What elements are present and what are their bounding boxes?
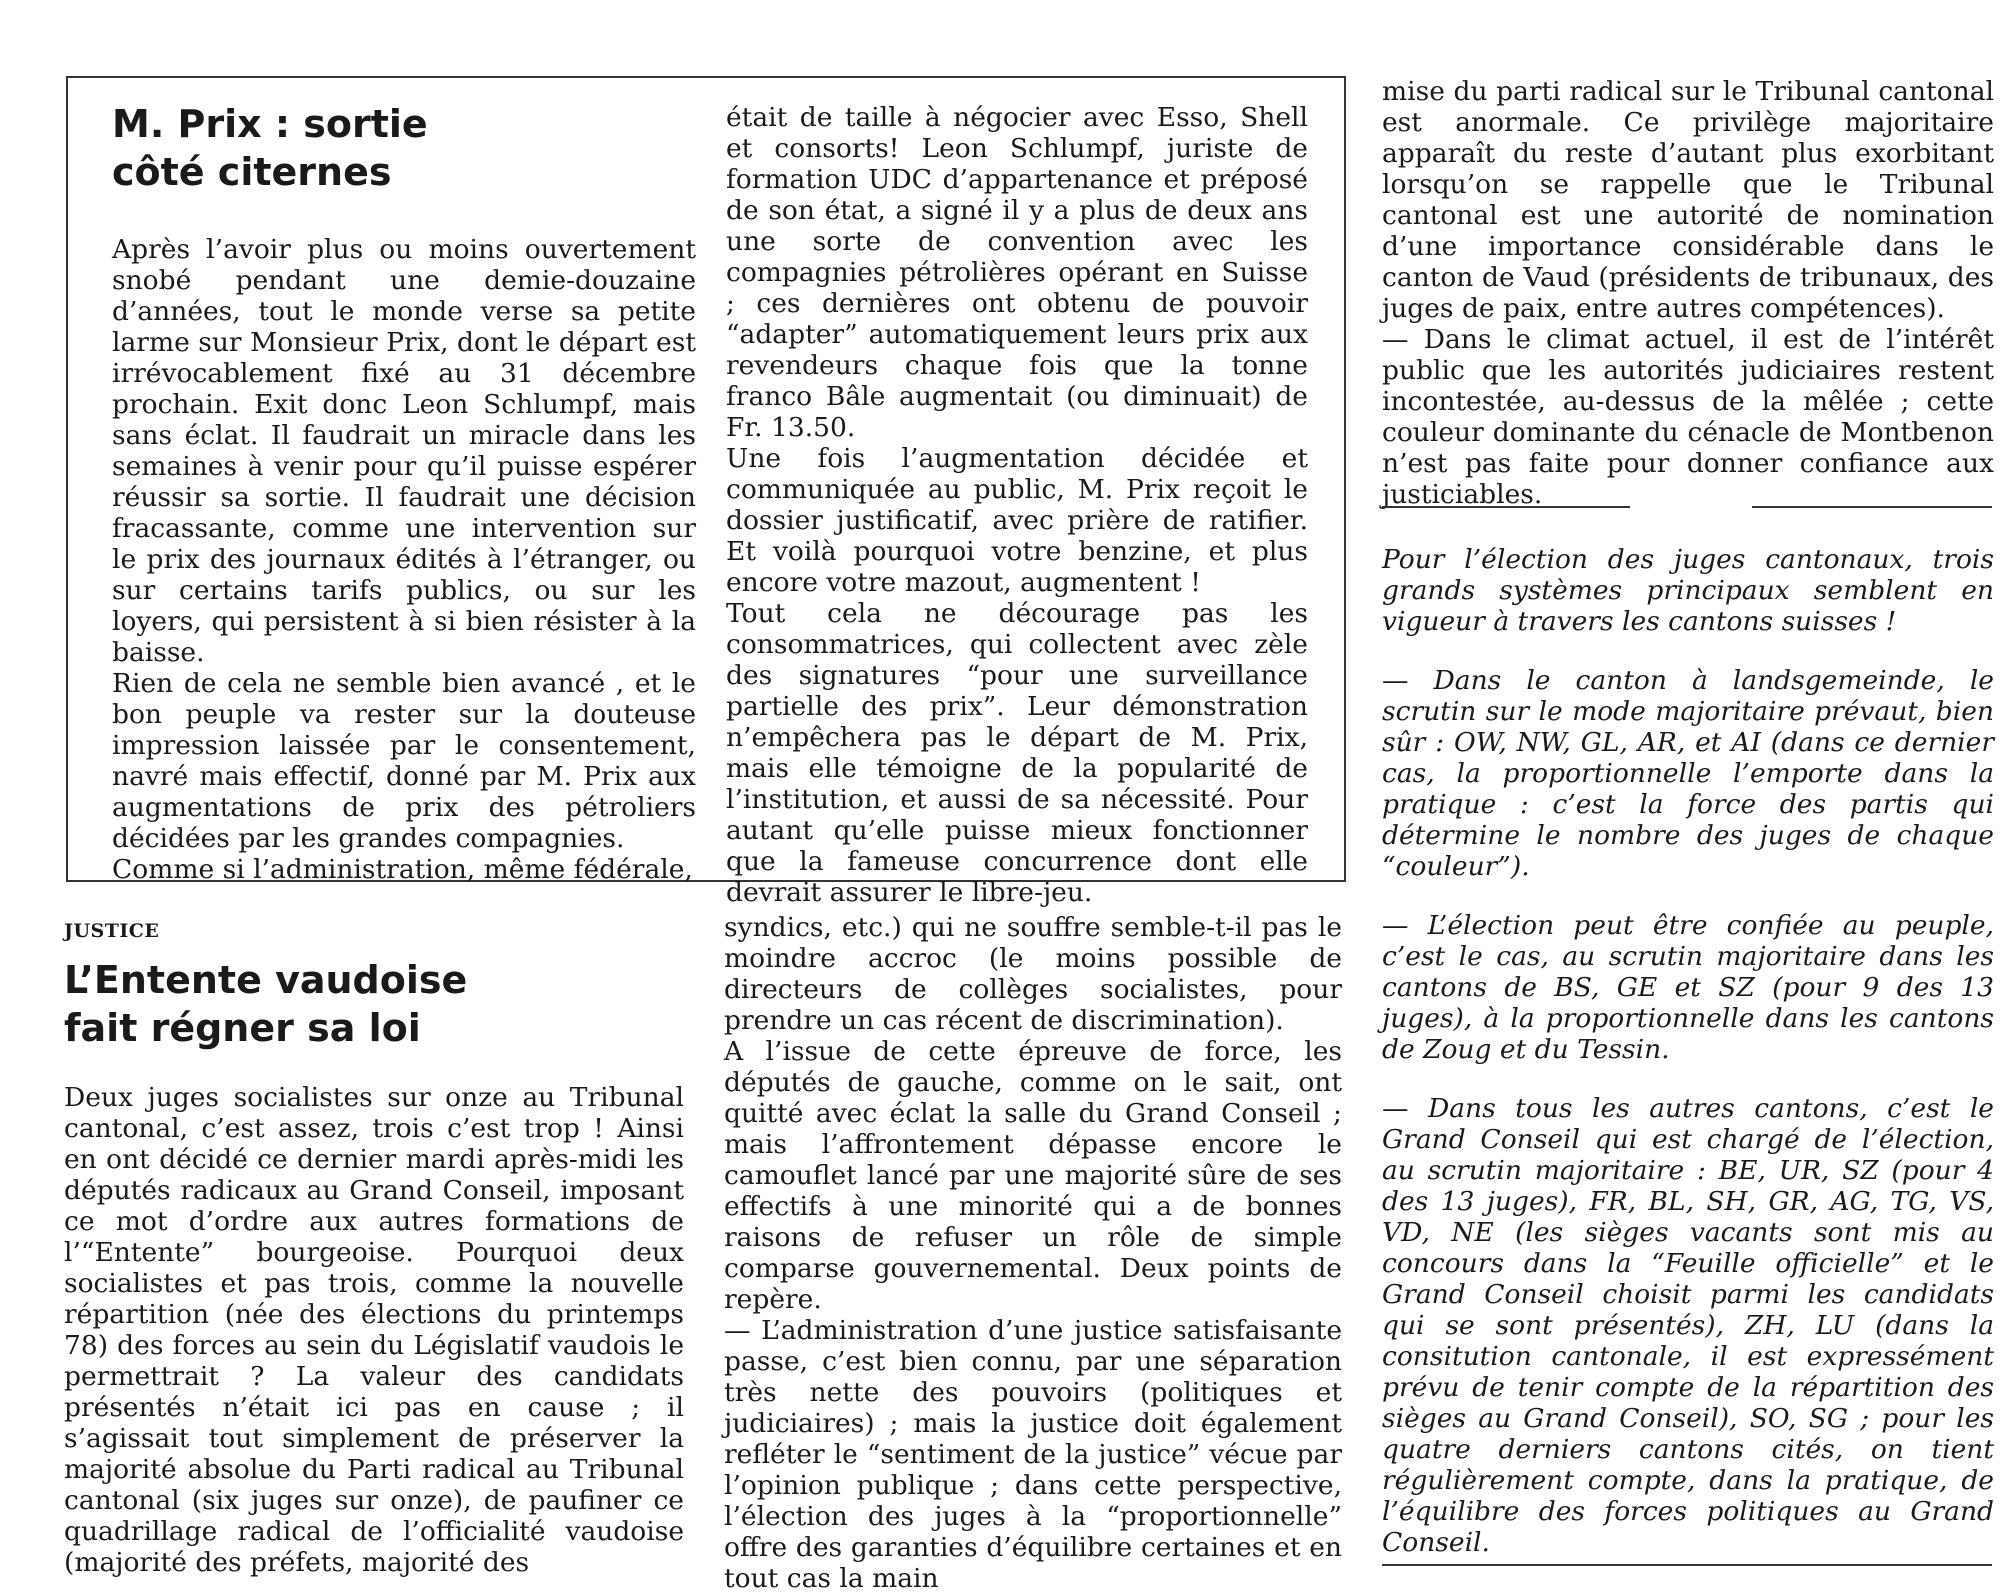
sidebar-election-judges <box>1382 544 1994 1558</box>
article2-paragraph: Deux juges socialistes sur onze au Tribunal cantonal, c’est assez, trois c’est trop ! Ainsi en ont décidé ce dernier mardi après-midi les députés radicaux au Grand Conseil, imposant ce mot d’ordre aux autres formations de l’“Entente” bourgeoise. Pourquoi deux socialistes et pas trois, comme la nouvelle répartition (née des élections du printemps 78) des forces au sein du Législatif vaudois le permettrait ? La valeur des candidats présentés n’était ici pas en cause ; il s’agissait tout simplement de préserver la majorité absolue du Parti radical au Tribunal cantonal (six juges sur onze), de paufiner ce quadrillage radical de l’officialité vaudoise (majorité des préfets, majorité des <box>64 1082 684 1578</box>
article2-paragraph: mise du parti radical sur le Tribunal cantonal est anormale. Ce privilège majoritaire apparaît du reste d’autant plus exorbitant lorsqu’on se rappelle que le Tribunal cantonal est une autorité de nomination d’une importance considérable dans le canton de Vaud (présidents de tribunaux, des juges de paix, entre autres compétences). <box>1382 76 1994 324</box>
article2-paragraph: syndics, etc.) qui ne souffre semble-t-il pas le moindre accroc (le moins possible de directeurs de collèges socialistes, pour prendre un cas récent de discrimination). <box>724 912 1342 1036</box>
article1-paragraph: Comme si l’administration, même fédérale, <box>112 854 693 885</box>
article1-title-line-2: côté citernes <box>112 150 392 194</box>
article2-paragraph: — Dans le climat actuel, il est de l’intérêt public que les autorités judiciaires restent incontestée, au-dessus de la mêlée ; cette couleur dominante du cénacle de Montbenon n’est pas faite pour donner confiance aux justiciables. <box>1382 324 1994 510</box>
sidebar-paragraph: — Dans le canton à landsgemeinde, le scrutin sur le mode majoritaire prévaut, bien sûr : OW, NW, GL, AR, et AI (dans ce dernier cas, la proportionnelle l’emporte dans la pratique : c’est la force des partis qui détermine le nombre des juges de chaque “couleur”). <box>1382 665 1994 882</box>
article1-title-line-1: M. Prix : sortie <box>112 102 428 146</box>
article1-paragraph: Une fois l’augmentation décidée et communiquée au public, M. Prix reçoit le dossier justificatif, avec prière de ratifier. Et voilà pourquoi votre benzine, et plus encore votre mazout, augmentent ! <box>726 443 1308 598</box>
sidebar-paragraph: — Dans tous les autres cantons, c’est le Grand Conseil qui est chargé de l’élection, au scrutin majoritaire : BE, UR, SZ (pour 4 des 13 juges), FR, BL, SH, GR, AG, TG, VS, VD, NE (les sièges vacants sont mis au concours dans la “Feuille officielle” et le Grand Conseil choisit parmi les candidats qui se sont présentés), ZH, LU (dans la consitution cantonale, il est expressément prévu de tenir compte de la répartition des sièges au Grand Conseil), SO, SG ; pour les quatre derniers cantons cités, on tient régulièrement compte, dans la pratique, de l’équilibre des forces politiques au Grand Conseil. <box>1382 1093 1994 1558</box>
article2-paragraph: — L’administration d’une justice satisfaisante passe, c’est bien connu, par une séparation très nette des pouvoirs (politiques et judiciaires) ; mais la justice doit également refléter le “sentiment de la justice” vécue par l’opinion publique ; dans cette perspective, l’élection des juges à la “proportionnelle” offre des garanties d’équilibre certaines et en tout cas la main <box>724 1315 1342 1594</box>
article1-paragraph: était de taille à négocier avec Esso, Shell et consorts! Leon Schlumpf, juriste de formation UDC d’appartenance et préposé de son état, a signé il y a plus de deux ans une sorte de convention avec les compagnies pétrolières opérant en Suisse ; ces dernières ont obtenu de pouvoir “adapter” automatiquement leurs prix aux revendeurs chaque fois que la tonne franco Bâle augmentait (ou diminuait) de Fr. 13.50. <box>726 102 1308 443</box>
article1-paragraph: Tout cela ne décourage pas les consommatrices, qui collectent avec zèle des signatures “pour une surveillance partielle des prix”. Leur démonstration n’empêchera pas le départ de M. Prix, mais elle témoigne de la popularité de l’institution, et aussi de sa nécessité. Pour autant qu’elle puisse mieux fonctionner que la fameuse concurrence dont elle devrait assurer le libre-jeu. <box>726 598 1308 908</box>
article2-column-1 <box>64 956 684 1578</box>
article2-title-line-1: L’Entente vaudoise <box>64 958 468 1002</box>
article2-title-line-2: fait régner sa loi <box>64 1006 421 1050</box>
separator-rule-right <box>1752 506 1992 508</box>
article2-paragraph: A l’issue de cette épreuve de force, les députés de gauche, comme on le sait, ont quitté avec éclat la salle du Grand Conseil ; mais l’affrontement dépasse encore le camouflet lancé par une majorité sûre de ses effectifs à une minorité qui a de bonnes raisons de refuser un rôle de simple comparse gouvernemental. Deux points de repère. <box>724 1036 1342 1315</box>
article1-column-1 <box>112 100 696 885</box>
sidebar-paragraph: — L’élection peut être confiée au peuple, c’est le cas, au scrutin majoritaire dans les cantons de BS, GE et SZ (pour 9 des 13 juges), à la proportionnelle dans les cantons de Zoug et du Tessin. <box>1382 910 1994 1065</box>
article1-paragraph: Rien de cela ne semble bien avancé , et le bon peuple va rester sur la douteuse impression laissée par le consentement, navré mais effectif, donné par M. Prix aux augmentations de prix des pétroliers décidées par les grandes compagnies. <box>112 668 696 854</box>
article1-column-2 <box>726 102 1308 908</box>
article1-paragraph: Après l’avoir plus ou moins ouvertement snobé pendant une demie-douzaine d’années, tout le monde verse sa petite larme sur Monsieur Prix, dont le départ est irrévocablement fixé au 31 décembre prochain. Exit donc Leon Schlumpf, mais sans éclat. Il faudrait un miracle dans les semaines à venir pour qu’il puisse espérer réussir sa sortie. Il faudrait une décision fracassante, comme une intervention sur le prix des journaux édités à l’étranger, ou sur certains tarifs publics, ou sur les loyers, qui persistent à si bien résister à la baisse. <box>112 234 696 668</box>
article2-column-3 <box>1382 76 1994 510</box>
sidebar-paragraph: Pour l’élection des juges cantonaux, trois grands systèmes principaux semblent en vigueur à travers les cantons suisses ! <box>1382 544 1994 637</box>
separator-rule-bottom <box>1382 1564 1992 1566</box>
article-box-monsieur-prix <box>66 76 1346 908</box>
article2-column-2 <box>724 912 1342 1594</box>
separator-rule-left <box>1382 506 1630 508</box>
section-kicker: JUSTICE <box>64 920 160 942</box>
